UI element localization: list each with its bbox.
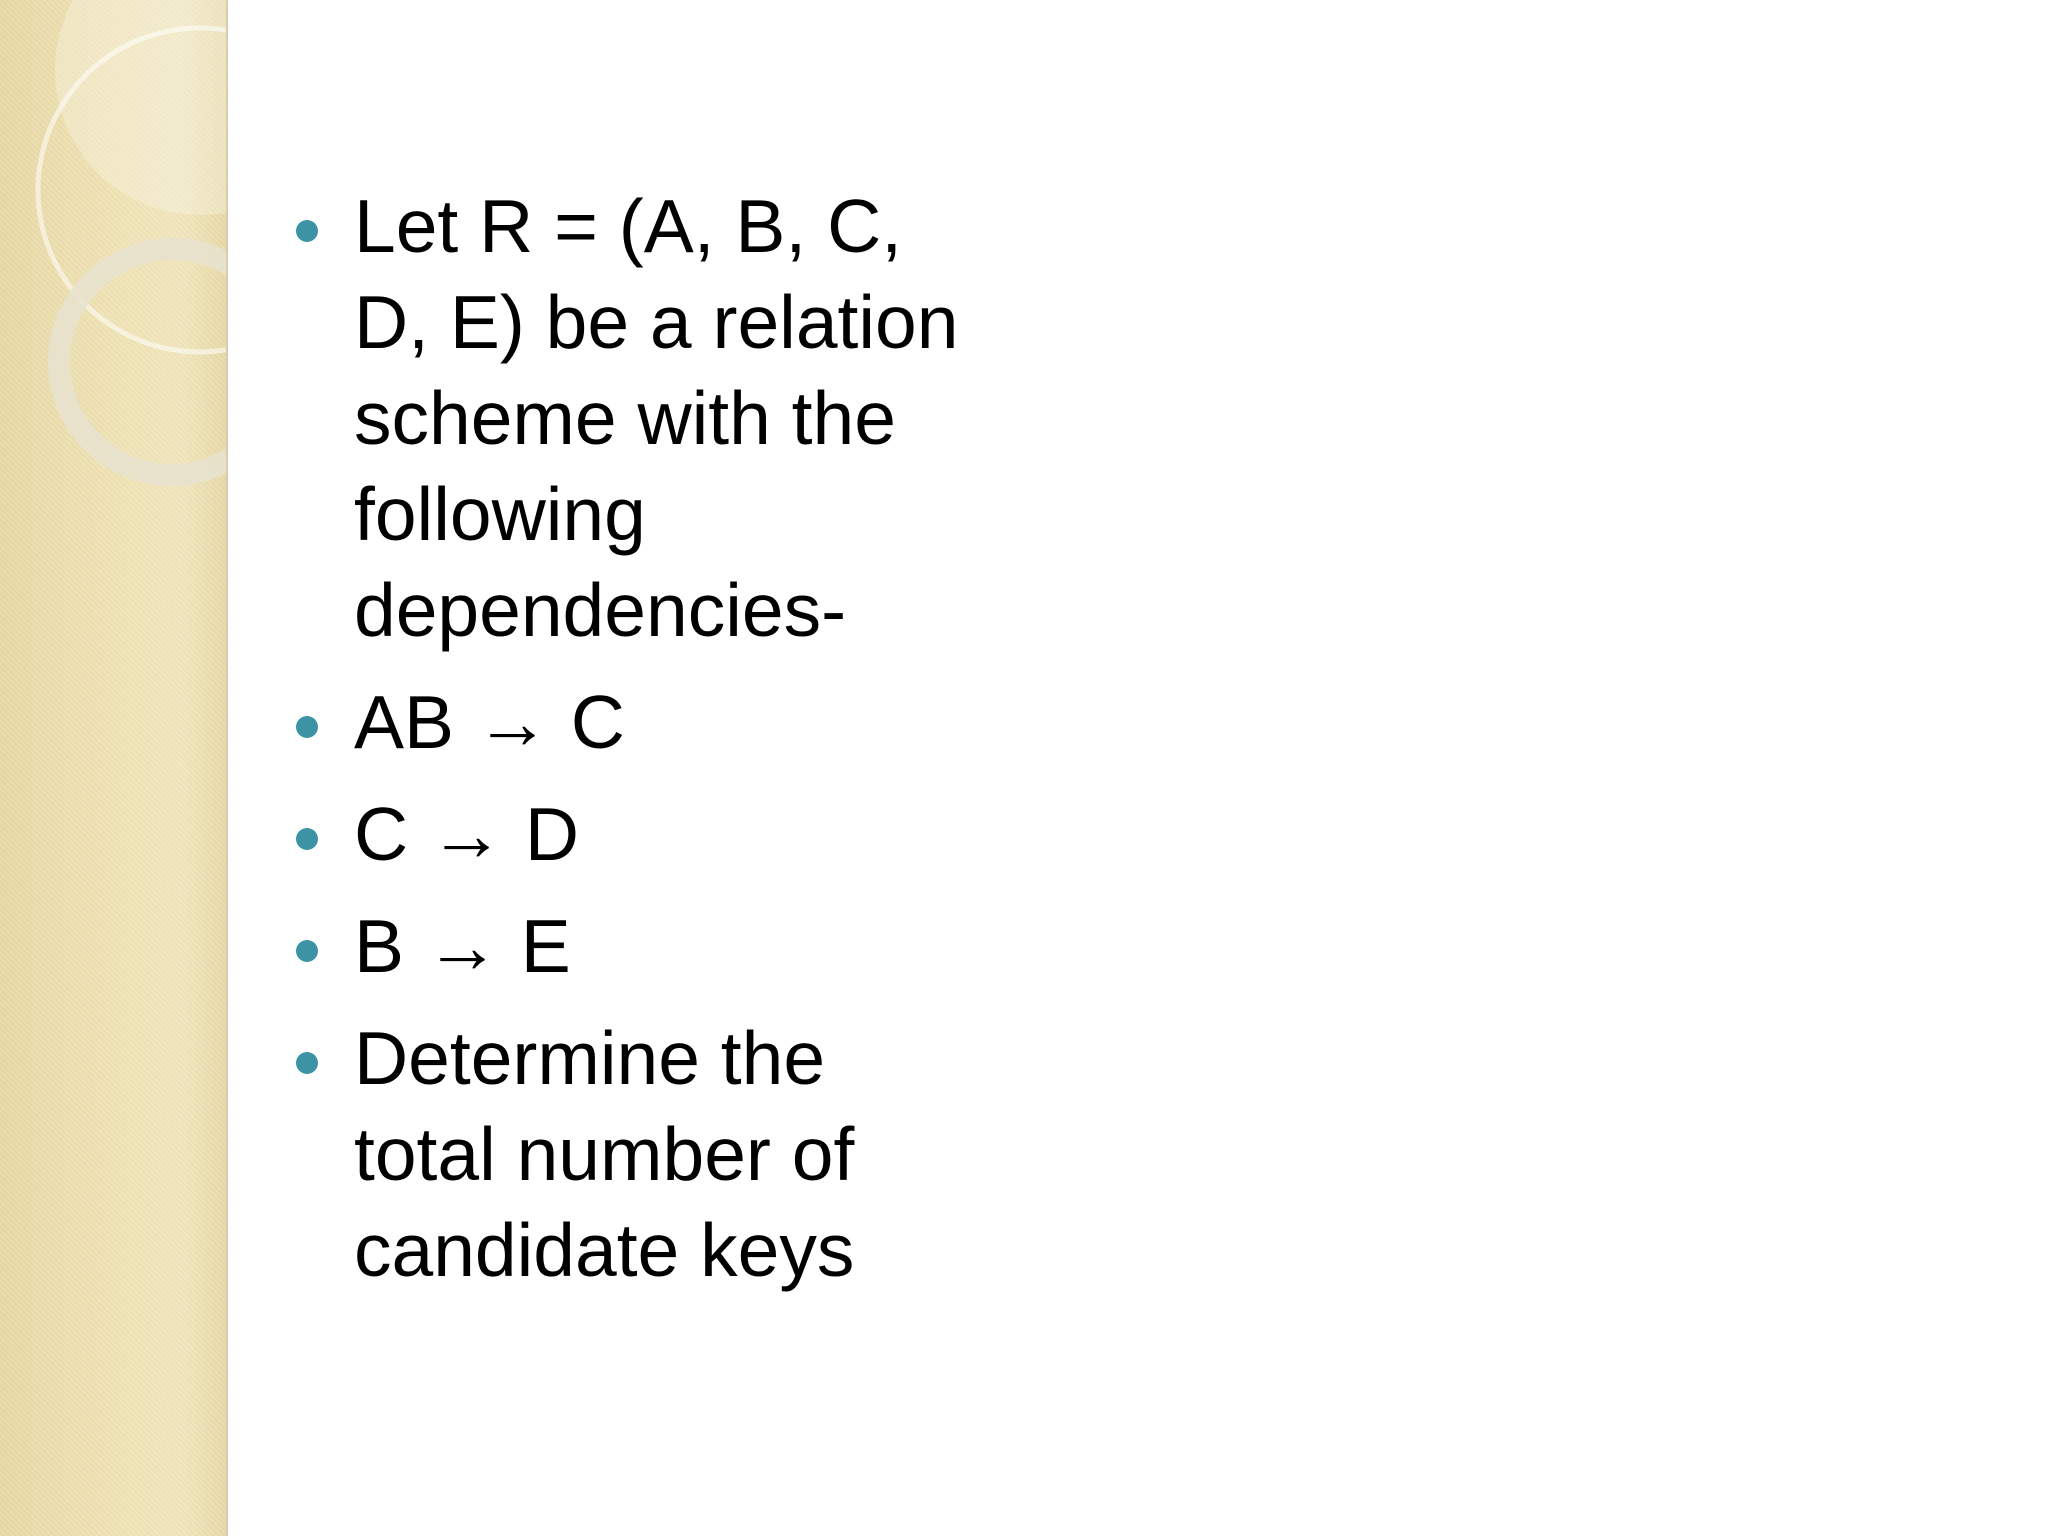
bullet-dot-icon bbox=[296, 940, 318, 962]
bullet-text: Let R = (A, B, C, D, E) be a relation scheme with the following dependencies- bbox=[354, 184, 959, 652]
side-panel-divider bbox=[226, 0, 228, 1536]
bullet-item bbox=[280, 674, 980, 770]
bullet-dot-icon bbox=[296, 220, 318, 242]
bullet-text: AB → C bbox=[354, 680, 625, 764]
slide-content bbox=[280, 178, 980, 1314]
bullet-item bbox=[280, 178, 980, 658]
side-decoration-panel bbox=[0, 0, 228, 1536]
bullet-item bbox=[280, 1010, 980, 1298]
bullet-item bbox=[280, 898, 980, 994]
bullet-text: C → D bbox=[354, 792, 579, 876]
bullet-item bbox=[280, 786, 980, 882]
bullet-text: B → E bbox=[354, 904, 571, 988]
bullet-text: Determine the total number of candidate keys bbox=[354, 1016, 855, 1292]
ring-large-fill bbox=[55, 0, 228, 215]
bullet-dot-icon bbox=[296, 1052, 318, 1074]
decorative-rings bbox=[0, 0, 228, 520]
bullet-list bbox=[280, 178, 980, 1298]
bullet-dot-icon bbox=[296, 828, 318, 850]
bullet-dot-icon bbox=[296, 716, 318, 738]
ring-small bbox=[59, 249, 228, 475]
